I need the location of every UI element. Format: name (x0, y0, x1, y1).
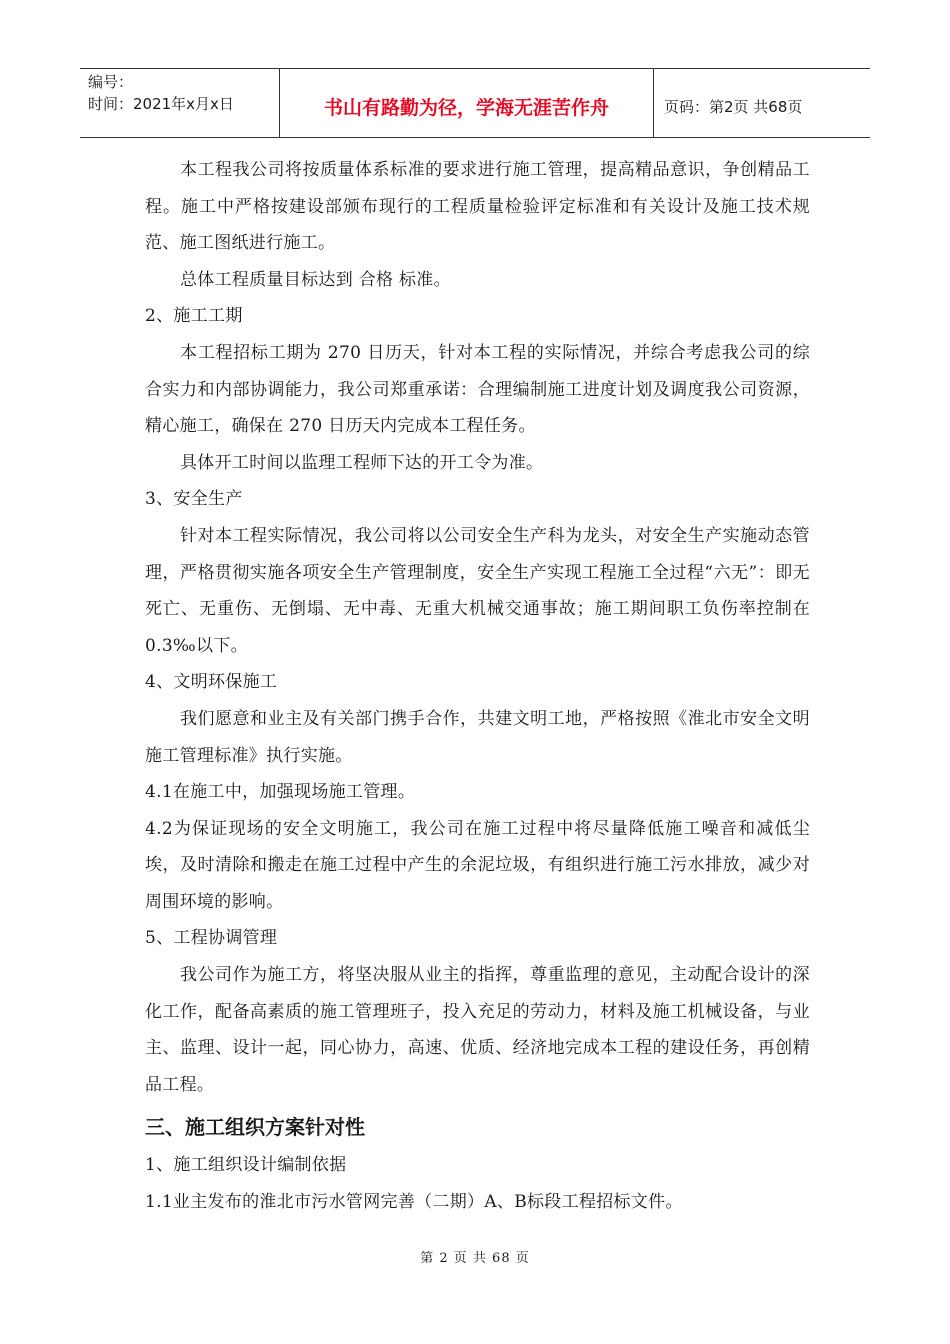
paragraph: 4.1在施工中，加强现场施工管理。 (145, 782, 416, 803)
header-page-info: 页码：第2页 共68页 (664, 97, 803, 116)
paragraph: 本工程招标工期为 270 日历天，针对本工程的实际情况，并综合考虑我公司的综合实力和内部协调能力，我公司郑重承诺：合理编制施工进度计划及调度我公司资源，精心施工，确保在 270 日历天内完成本工程任务。 (145, 342, 810, 437)
paragraph: 针对本工程实际情况，我公司将以公司安全生产科为龙头，对安全生产实施动态管理，严格贯彻实施各项安全生产管理制度，安全生产实现工程施工全过程“六无”：即无死亡、无重伤、无倒塌、无中毒、无重大机械交通事故；施工期间职工负伤率控制在0.3‰以下。 (145, 525, 810, 656)
paragraph: 具体开工时间以监理工程师下达的开工令为准。 (180, 452, 544, 473)
paragraph: 本工程我公司将按质量体系标准的要求进行施工管理，提高精品意识，争创精品工程。施工中严格按建设部颁布现行的工程质量检验评定标准和有关设计及施工技术规范、施工图纸进行施工。 (145, 160, 810, 254)
paragraph: 总体工程质量目标达到 合格 标准。 (180, 269, 451, 290)
chapter-heading: 三、施工组织方案针对性 (145, 1115, 365, 1140)
number-label: 编号： (88, 73, 134, 91)
page-footer: 第 2 页 共 68 页 (420, 1251, 530, 1266)
paragraph: 4.2为保证现场的安全文明施工，我公司在施工过程中将尽量降低施工噪音和减低尘埃，及时清除和搬走在施工过程中产生的余泥垃圾，有组织进行施工污水排放，减少对周围环境的影响。 (145, 818, 810, 912)
time-label: 时间：2021年x月x日 (88, 95, 234, 113)
section-title: 5、工程协调管理 (145, 928, 278, 949)
paragraph: 我们愿意和业主及有关部门携手合作，共建文明工地，严格按照《淮北市安全文明施工管理标准》执行实施。 (145, 708, 810, 766)
header-motto: 书山有路勤为径，学海无涯苦作舟 (280, 69, 654, 137)
document-body (145, 152, 810, 1221)
section-title: 3、安全生产 (145, 489, 243, 510)
page-header (80, 68, 870, 138)
section-title: 2、施工工期 (145, 306, 243, 327)
section-title: 4、文明环保施工 (145, 672, 278, 693)
paragraph: 1.1业主发布的淮北市污水管网完善（二期）A、B标段工程招标文件。 (145, 1192, 683, 1213)
paragraph: 我公司作为施工方，将坚决服从业主的指挥，尊重监理的意见，主动配合设计的深化工作，配备高素质的施工管理班子，投入充足的劳动力，材料及施工机械设备，与业主、监理、设计一起，同心协力，高速、优质、经济地完成本工程的建设任务，再创精品工程。 (145, 965, 810, 1095)
section-title: 1、施工组织设计编制依据 (145, 1155, 347, 1176)
header-meta (80, 69, 280, 137)
